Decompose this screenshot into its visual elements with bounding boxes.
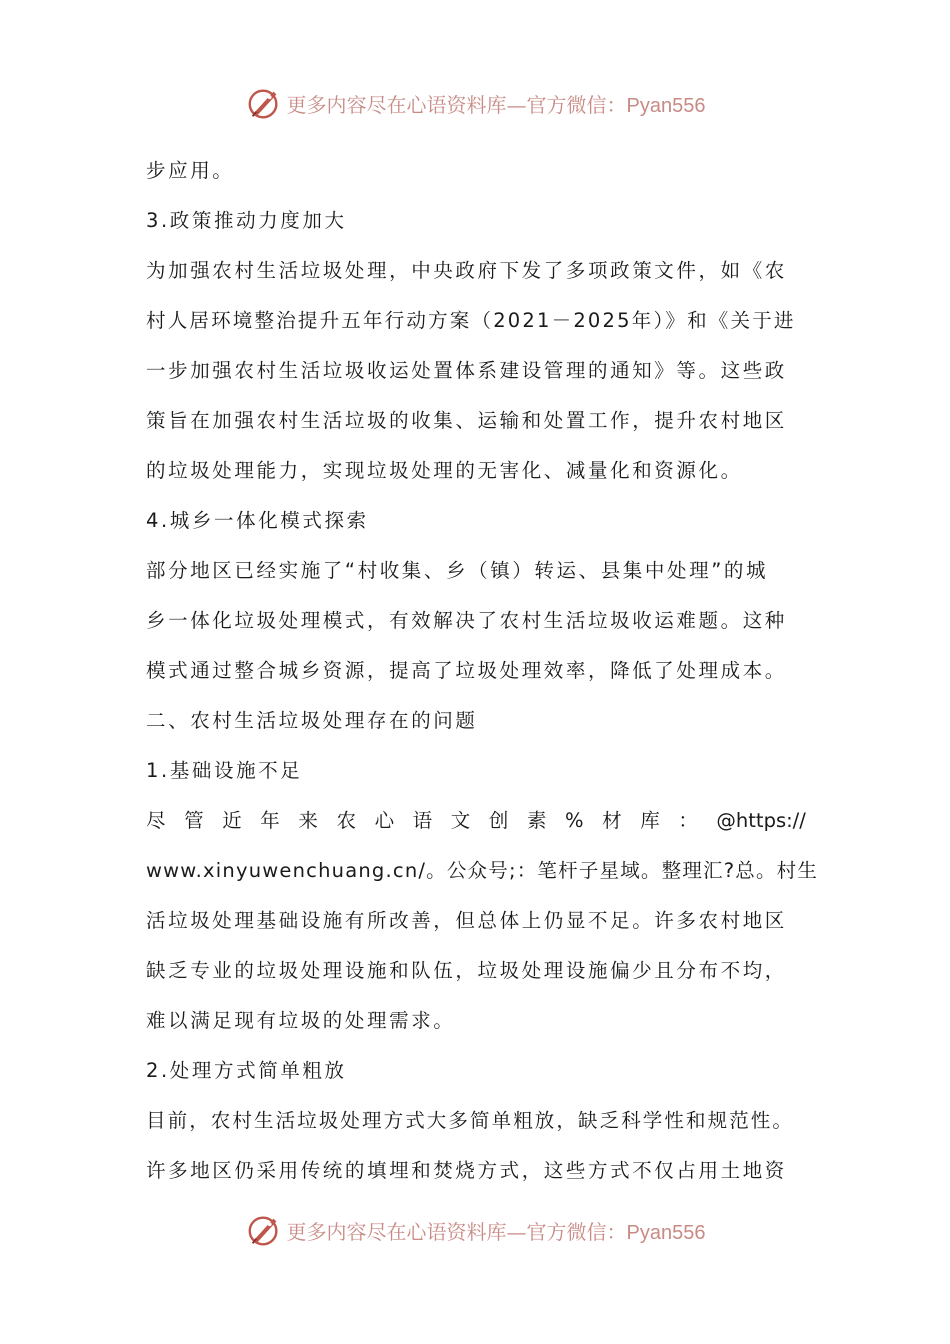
section-heading: 3.政策推动力度加大 <box>146 209 347 232</box>
char: 管 <box>184 809 204 832</box>
text-line: 难以满足现有垃圾的处理需求。 <box>146 1009 456 1032</box>
text-line: 部分地区已经实施了“村收集、乡（镇）转运、县集中处理”的城 <box>146 559 769 582</box>
char: 语 <box>412 809 433 832</box>
text-line: 许多地区仍采用传统的填埋和焚烧方式，这些方式不仅占用土地资 <box>146 1159 787 1182</box>
char: 农 <box>336 809 356 832</box>
char: 尽 <box>146 809 166 832</box>
section-heading: 4.城乡一体化模式探索 <box>146 509 369 532</box>
char: 库 <box>640 809 660 832</box>
text-line: 目前，农村生活垃圾处理方式大多简单粗放，缺乏科学性和规范性。 <box>146 1109 795 1132</box>
char: 文 <box>450 809 471 832</box>
section-heading: 二、农村生活垃圾处理存在的问题 <box>146 709 478 732</box>
text-line: 模式通过整合城乡资源，提高了垃圾处理效率，降低了处理成本。 <box>146 659 787 682</box>
text-line: 村人居环境整治提升五年行动方案（2021－2025年）》和《关于进 <box>146 309 796 332</box>
justified-text-line <box>146 796 806 846</box>
char: % <box>565 809 584 832</box>
section-heading: 1.基础设施不足 <box>146 759 303 782</box>
section-heading: 2.处理方式简单粗放 <box>146 1059 347 1082</box>
header-banner <box>0 83 950 123</box>
char: 素 <box>526 809 547 832</box>
link-text: @https:// <box>716 809 806 832</box>
text-line: www.xinyuwenchuang.cn/。公众号;：笔杆子星域。整理汇?总。村生 <box>146 859 819 882</box>
footer-slogan: 更多内容尽在心语资料库—官方微信：Pyan556 <box>286 1219 706 1244</box>
footer-wechat-id: Pyan556 <box>626 1221 706 1244</box>
char: 近 <box>222 809 242 832</box>
text-line: 一步加强农村生活垃圾收运处置体系建设管理的通知》等。这些政 <box>146 359 787 382</box>
text-line: 的垃圾处理能力，实现垃圾处理的无害化、减量化和资源化。 <box>146 459 743 482</box>
quill-logo-icon <box>245 1211 283 1249</box>
text-line: 缺乏专业的垃圾处理设施和队伍，垃圾处理设施偏少且分布不均， <box>146 959 787 982</box>
char: 年 <box>260 809 280 832</box>
text-line: 为加强农村生活垃圾处理，中央政府下发了多项政策文件，如《农 <box>146 259 787 282</box>
text-line: 策旨在加强农村生活垃圾的收集、运输和处置工作，提升农村地区 <box>146 409 787 432</box>
quill-logo-icon <box>245 84 283 122</box>
text-line: 步应用。 <box>146 159 235 182</box>
char: 创 <box>488 809 509 832</box>
text-line: 乡一体化垃圾处理模式，有效解决了农村生活垃圾收运难题。这种 <box>146 609 787 632</box>
char: ： <box>678 809 698 832</box>
header-wechat-id: Pyan556 <box>626 94 706 117</box>
document-body <box>146 146 819 1196</box>
header-slogan: 更多内容尽在心语资料库—官方微信：Pyan556 <box>286 92 706 117</box>
char: 来 <box>298 809 318 832</box>
char: 材 <box>602 809 622 832</box>
text-line: 活垃圾处理基础设施有所改善，但总体上仍显不足。许多农村地区 <box>146 909 787 932</box>
char: 心 <box>374 809 395 832</box>
footer-banner <box>0 1210 950 1250</box>
